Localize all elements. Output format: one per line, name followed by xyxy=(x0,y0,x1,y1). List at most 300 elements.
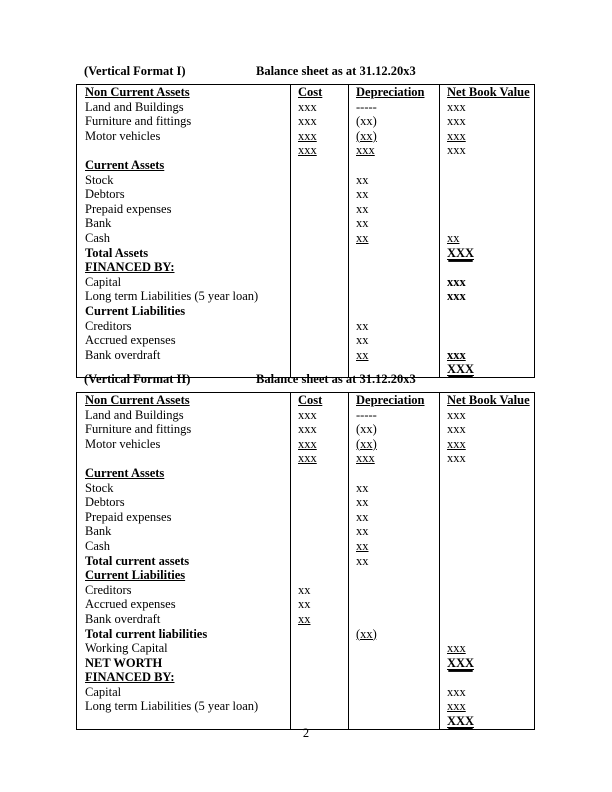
row-label-text xyxy=(77,158,290,173)
row-label-text xyxy=(77,466,290,481)
cell-depreciation xyxy=(349,437,440,452)
cell-depreciation xyxy=(349,216,440,231)
cell-cost xyxy=(291,85,349,100)
cell-depreciation xyxy=(349,173,440,188)
cell-depreciation xyxy=(349,495,440,510)
row-label-text: Cash xyxy=(85,230,110,245)
table-row xyxy=(77,437,535,452)
row-label-text: Capital xyxy=(85,684,122,699)
cell-depreciation-text xyxy=(349,246,439,261)
cell-cost-value: xx xyxy=(298,611,311,626)
format-label: (Vertical Format II) xyxy=(84,372,191,386)
cell-depreciation-value: xx xyxy=(356,538,369,553)
cell-depreciation xyxy=(349,481,440,496)
cell-net-book-value-text: xxx xyxy=(447,684,466,699)
cell-depreciation xyxy=(349,408,440,423)
row-label-text: Bank xyxy=(85,216,112,231)
cell-depreciation-text xyxy=(349,699,439,714)
row-label xyxy=(77,656,291,671)
cell-depreciation-text: xx xyxy=(356,172,369,187)
cell-depreciation-text xyxy=(349,275,439,290)
table-row xyxy=(77,246,535,261)
table-row xyxy=(77,231,535,246)
cell-net-book-value-text xyxy=(440,554,534,569)
table-row xyxy=(77,348,535,363)
cell-depreciation xyxy=(349,510,440,525)
balance-sheet-format-2 xyxy=(76,372,534,730)
cell-cost xyxy=(291,408,349,423)
row-label-value: FINANCED BY: xyxy=(85,260,175,275)
cell-depreciation-text xyxy=(349,143,439,158)
table-row xyxy=(77,187,535,202)
row-label-text: Furniture and fittings xyxy=(85,422,192,437)
cell-depreciation xyxy=(349,348,440,363)
cell-cost xyxy=(291,231,349,246)
cell-depreciation xyxy=(349,289,440,304)
cell-depreciation-text xyxy=(349,685,439,700)
table-row xyxy=(77,129,535,144)
cell-cost xyxy=(291,289,349,304)
row-label-text: Working Capital xyxy=(85,641,168,656)
cell-cost-text xyxy=(291,670,348,685)
cell-cost xyxy=(291,333,349,348)
row-label xyxy=(77,393,291,408)
row-label xyxy=(77,510,291,525)
cell-depreciation-text xyxy=(349,85,439,100)
row-label-text: Cash xyxy=(85,538,110,553)
table-caption xyxy=(76,372,534,392)
cell-cost-text xyxy=(291,129,348,144)
row-label xyxy=(77,699,291,714)
row-label xyxy=(77,408,291,423)
cell-depreciation-text: ----- xyxy=(356,407,377,422)
cell-depreciation xyxy=(349,143,440,158)
cell-net-book-value-text xyxy=(440,246,534,261)
row-label xyxy=(77,231,291,246)
cell-cost xyxy=(291,129,349,144)
cell-net-book-value-text xyxy=(440,510,534,525)
cell-depreciation-value: xxx xyxy=(356,143,375,158)
cell-cost xyxy=(291,246,349,261)
cell-net-book-value-text xyxy=(440,202,534,217)
cell-depreciation-text: xx xyxy=(356,216,369,231)
table-row xyxy=(77,554,535,569)
cell-depreciation xyxy=(349,466,440,481)
cell-cost xyxy=(291,100,349,115)
cell-net-book-value xyxy=(440,481,535,496)
cell-cost-text xyxy=(291,656,348,671)
cell-net-book-value-value: xxx xyxy=(447,641,466,656)
row-label-text xyxy=(77,304,290,319)
cell-depreciation xyxy=(349,158,440,173)
row-label xyxy=(77,612,291,627)
row-label xyxy=(77,670,291,685)
balance-sheet-format-1 xyxy=(76,64,534,378)
row-label xyxy=(77,187,291,202)
cell-net-book-value-value: XXX xyxy=(447,362,475,377)
cell-depreciation-text xyxy=(349,612,439,627)
cell-net-book-value-text xyxy=(440,289,534,304)
cell-net-book-value-value: xxx xyxy=(447,436,466,451)
cell-net-book-value xyxy=(440,466,535,481)
cell-net-book-value-text xyxy=(440,85,534,100)
row-label xyxy=(77,319,291,334)
cell-net-book-value-text xyxy=(440,641,534,656)
cell-cost xyxy=(291,393,349,408)
cell-depreciation xyxy=(349,554,440,569)
table-row xyxy=(77,641,535,656)
cell-depreciation xyxy=(349,451,440,466)
cell-cost-text xyxy=(291,495,348,510)
cell-cost-text xyxy=(291,143,348,158)
cell-net-book-value-value: Net Book Value xyxy=(447,393,530,407)
cell-net-book-value-text xyxy=(440,348,534,363)
cell-net-book-value xyxy=(440,437,535,452)
cell-depreciation-text: xx xyxy=(356,333,369,348)
cell-cost-text xyxy=(291,510,348,525)
cell-cost-text xyxy=(291,246,348,261)
cell-cost xyxy=(291,158,349,173)
cell-net-book-value xyxy=(440,451,535,466)
cell-net-book-value xyxy=(440,495,535,510)
cell-depreciation xyxy=(349,275,440,290)
cell-cost xyxy=(291,187,349,202)
cell-cost xyxy=(291,641,349,656)
cell-net-book-value xyxy=(440,100,535,115)
table-row xyxy=(77,319,535,334)
cell-cost-text xyxy=(291,85,348,100)
row-label xyxy=(77,304,291,319)
cell-depreciation-text xyxy=(349,670,439,685)
cell-cost-value: xxx xyxy=(298,436,317,451)
cell-net-book-value xyxy=(440,597,535,612)
cell-cost-text xyxy=(291,260,348,275)
table-row xyxy=(77,466,535,481)
cell-cost-value: xxx xyxy=(298,451,317,466)
cell-depreciation xyxy=(349,685,440,700)
row-label-value: Total Assets xyxy=(85,245,149,260)
cell-net-book-value-text xyxy=(440,539,534,554)
cell-net-book-value xyxy=(440,554,535,569)
cell-depreciation-text: xx xyxy=(356,509,369,524)
table-row xyxy=(77,289,535,304)
cell-net-book-value-text xyxy=(440,495,534,510)
table-row xyxy=(77,393,535,408)
row-label-value: Current Liabilities xyxy=(85,568,186,583)
cell-cost-text: xxx xyxy=(298,114,317,129)
cell-net-book-value xyxy=(440,656,535,671)
row-label-text: Stock xyxy=(85,172,114,187)
cell-cost-text: xxx xyxy=(298,422,317,437)
cell-net-book-value-text xyxy=(440,597,534,612)
row-label xyxy=(77,641,291,656)
cell-net-book-value-text xyxy=(440,670,534,685)
table-row xyxy=(77,597,535,612)
cell-depreciation-text xyxy=(349,348,439,363)
cell-net-book-value-text xyxy=(440,656,534,671)
row-label xyxy=(77,289,291,304)
table-row xyxy=(77,216,535,231)
row-label xyxy=(77,583,291,598)
cell-depreciation-text: (xx) xyxy=(356,114,377,129)
cell-cost-text xyxy=(291,685,348,700)
cell-depreciation-value: Depreciation xyxy=(356,85,425,99)
cell-depreciation xyxy=(349,333,440,348)
cell-cost xyxy=(291,260,349,275)
cell-cost-text xyxy=(291,466,348,481)
cell-net-book-value xyxy=(440,583,535,598)
cell-net-book-value xyxy=(440,510,535,525)
table-row xyxy=(77,612,535,627)
cell-net-book-value xyxy=(440,187,535,202)
balance-sheet-title: Balance sheet as at 31.12.20x3 xyxy=(256,372,416,386)
cell-depreciation-text: xx xyxy=(356,187,369,202)
cell-depreciation-text xyxy=(349,641,439,656)
row-label xyxy=(77,524,291,539)
cell-net-book-value xyxy=(440,173,535,188)
cell-net-book-value xyxy=(440,422,535,437)
row-label-value: FINANCED BY: xyxy=(85,670,175,685)
row-label xyxy=(77,451,291,466)
cell-net-book-value-text xyxy=(440,129,534,144)
row-label xyxy=(77,348,291,363)
cell-cost-text xyxy=(291,393,348,408)
cell-cost xyxy=(291,275,349,290)
cell-net-book-value xyxy=(440,641,535,656)
cell-depreciation-text xyxy=(349,129,439,144)
cell-net-book-value xyxy=(440,289,535,304)
cell-net-book-value xyxy=(440,304,535,319)
cell-depreciation-text xyxy=(349,466,439,481)
table-row xyxy=(77,202,535,217)
cell-depreciation xyxy=(349,699,440,714)
cell-cost-value: Cost xyxy=(298,85,323,99)
row-label-text xyxy=(77,260,290,275)
cell-cost-text: xxx xyxy=(298,407,317,422)
cell-net-book-value xyxy=(440,319,535,334)
table-row xyxy=(77,173,535,188)
cell-depreciation-text xyxy=(349,451,439,466)
cell-net-book-value-text xyxy=(440,173,534,188)
cell-cost xyxy=(291,568,349,583)
cell-depreciation xyxy=(349,422,440,437)
cell-cost-text xyxy=(291,348,348,363)
table-row xyxy=(77,275,535,290)
cell-depreciation-value: (xx) xyxy=(356,436,377,451)
cell-depreciation xyxy=(349,187,440,202)
table-row xyxy=(77,304,535,319)
table-row xyxy=(77,627,535,642)
row-label xyxy=(77,437,291,452)
cell-net-book-value xyxy=(440,524,535,539)
table-row xyxy=(77,408,535,423)
cell-depreciation xyxy=(349,393,440,408)
row-label-value: Current Assets xyxy=(85,465,165,480)
table-row xyxy=(77,685,535,700)
cell-depreciation-text xyxy=(349,260,439,275)
cell-net-book-value-text xyxy=(440,466,534,481)
row-label xyxy=(77,627,291,642)
cell-net-book-value-text xyxy=(440,275,534,290)
cell-depreciation xyxy=(349,100,440,115)
cell-cost-text: xx xyxy=(298,597,311,612)
cell-net-book-value xyxy=(440,685,535,700)
cell-depreciation-text xyxy=(349,158,439,173)
cell-cost-text xyxy=(291,319,348,334)
cell-depreciation-text xyxy=(349,231,439,246)
table-row xyxy=(77,158,535,173)
row-label-text xyxy=(77,670,290,685)
cell-cost xyxy=(291,627,349,642)
row-label xyxy=(77,114,291,129)
row-label xyxy=(77,422,291,437)
cell-net-book-value xyxy=(440,202,535,217)
row-label-text: Accrued expenses xyxy=(85,597,176,612)
cell-cost-text xyxy=(291,612,348,627)
cell-net-book-value-text xyxy=(440,568,534,583)
cell-depreciation xyxy=(349,202,440,217)
cell-net-book-value-text: xxx xyxy=(447,99,466,114)
cell-cost xyxy=(291,319,349,334)
cell-net-book-value-value: xx xyxy=(447,230,460,245)
cell-cost-value: xxx xyxy=(298,143,317,158)
cell-depreciation-value: xx xyxy=(356,347,369,362)
row-label-value: Current Liabilities xyxy=(85,303,186,318)
row-label-text xyxy=(77,656,290,671)
cell-depreciation-text xyxy=(349,289,439,304)
row-label-text: Prepaid expenses xyxy=(85,509,172,524)
cell-cost xyxy=(291,510,349,525)
cell-cost-text xyxy=(291,231,348,246)
cell-cost xyxy=(291,539,349,554)
cell-cost-text xyxy=(291,202,348,217)
cell-cost-text xyxy=(291,173,348,188)
cell-net-book-value xyxy=(440,333,535,348)
row-label xyxy=(77,85,291,100)
cell-net-book-value xyxy=(440,85,535,100)
table-row xyxy=(77,333,535,348)
page-number: 2 xyxy=(302,726,310,740)
cell-cost xyxy=(291,202,349,217)
cell-net-book-value xyxy=(440,670,535,685)
cell-net-book-value xyxy=(440,143,535,158)
table-row xyxy=(77,451,535,466)
cell-net-book-value-text xyxy=(440,437,534,452)
table-row xyxy=(77,510,535,525)
cell-net-book-value-text xyxy=(440,216,534,231)
row-label xyxy=(77,466,291,481)
cell-net-book-value-text xyxy=(440,612,534,627)
cell-cost xyxy=(291,597,349,612)
cell-cost-text: xxx xyxy=(298,99,317,114)
row-label xyxy=(77,568,291,583)
cell-depreciation-text xyxy=(349,393,439,408)
cell-net-book-value-text: xxx xyxy=(447,143,466,158)
cell-net-book-value xyxy=(440,408,535,423)
cell-net-book-value xyxy=(440,612,535,627)
cell-net-book-value-value: XXX xyxy=(447,655,475,670)
row-label-value: Non Current Assets xyxy=(85,85,190,99)
balance-sheet-table xyxy=(76,84,535,378)
cell-depreciation xyxy=(349,129,440,144)
cell-net-book-value-value: xxx xyxy=(447,128,466,143)
cell-net-book-value-value: xxx xyxy=(447,347,466,362)
cell-depreciation-text: xx xyxy=(356,318,369,333)
row-label-text: Creditors xyxy=(85,582,132,597)
row-label-text xyxy=(77,246,290,261)
row-label xyxy=(77,495,291,510)
cell-cost-text xyxy=(291,554,348,569)
cell-net-book-value-text xyxy=(440,699,534,714)
row-label-text: Prepaid expenses xyxy=(85,201,172,216)
cell-net-book-value-text xyxy=(440,304,534,319)
cell-net-book-value-text: xxx xyxy=(447,422,466,437)
table-row xyxy=(77,143,535,158)
cell-cost xyxy=(291,656,349,671)
cell-cost xyxy=(291,554,349,569)
cell-depreciation xyxy=(349,524,440,539)
cell-depreciation-text xyxy=(349,597,439,612)
table-body-2 xyxy=(77,393,535,730)
cell-net-book-value xyxy=(440,158,535,173)
cell-net-book-value-value: XXX xyxy=(447,245,475,260)
row-label-text: Debtors xyxy=(85,495,125,510)
cell-net-book-value-text xyxy=(440,231,534,246)
cell-depreciation-text xyxy=(349,568,439,583)
balance-sheet-title: Balance sheet as at 31.12.20x3 xyxy=(256,64,416,78)
row-label-text: Bank overdraft xyxy=(85,611,161,626)
cell-depreciation-text: xx xyxy=(356,480,369,495)
cell-net-book-value xyxy=(440,393,535,408)
cell-net-book-value xyxy=(440,114,535,129)
row-label-text: Long term Liabilities (5 year loan) xyxy=(85,699,259,714)
table-row xyxy=(77,524,535,539)
cell-cost xyxy=(291,348,349,363)
cell-depreciation-value: xx xyxy=(356,230,369,245)
cell-depreciation xyxy=(349,539,440,554)
row-label xyxy=(77,275,291,290)
cell-net-book-value-value: XXX xyxy=(447,714,475,729)
row-label xyxy=(77,597,291,612)
cell-depreciation xyxy=(349,85,440,100)
row-label-text xyxy=(77,143,290,158)
cell-cost xyxy=(291,699,349,714)
table-row xyxy=(77,114,535,129)
cell-depreciation-value: (xx) xyxy=(356,128,377,143)
cell-net-book-value-text: xxx xyxy=(447,407,466,422)
cell-net-book-value-text xyxy=(440,319,534,334)
table-body-1 xyxy=(77,85,535,378)
cell-depreciation-text: (xx) xyxy=(356,422,377,437)
row-label xyxy=(77,333,291,348)
cell-depreciation-text xyxy=(349,583,439,598)
row-label-text: Motor vehicles xyxy=(85,128,161,143)
row-label xyxy=(77,539,291,554)
table-row xyxy=(77,481,535,496)
cell-cost xyxy=(291,481,349,496)
cell-depreciation xyxy=(349,260,440,275)
cell-depreciation-text: xx xyxy=(356,201,369,216)
row-label xyxy=(77,246,291,261)
cell-depreciation-value: xxx xyxy=(356,451,375,466)
row-label xyxy=(77,260,291,275)
cell-depreciation-text xyxy=(349,627,439,642)
format-label: (Vertical Format I) xyxy=(84,64,186,78)
row-label-text: Capital xyxy=(85,274,122,289)
table-row xyxy=(77,85,535,100)
cell-net-book-value xyxy=(440,539,535,554)
row-label-value: Total current assets xyxy=(85,553,190,568)
